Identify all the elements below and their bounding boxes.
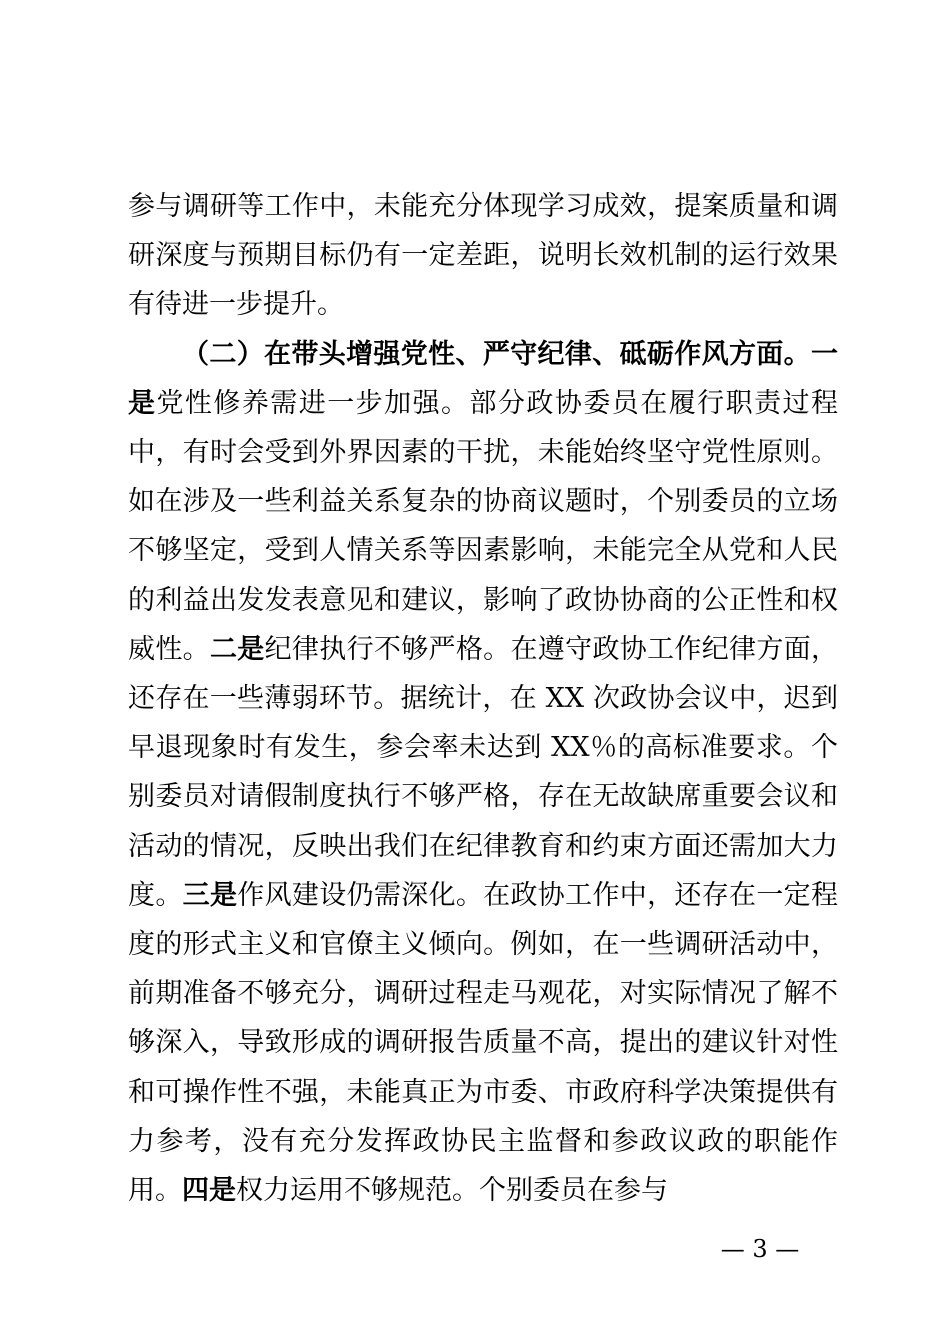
item-text-1: 党性修养需进一步加强。部分政协委员在履行职责过程中，有时会受到外界因素的干扰，未能始终坚守党性原则。如在涉及一些利益关系复杂的协商议题时，个别委员的立场不够坚定，受到人情关系等因素影响，未能完全从党和人民的利益出发发表意见和建议，影响了政协协商的公正性和权威性。 — [128, 387, 839, 665]
paragraph-section-two — [128, 330, 838, 1216]
item-text-4: 权力运用不够规范。个别委员在参与 — [236, 1175, 668, 1207]
item-lead-4: 四是 — [182, 1175, 236, 1207]
item-text-3: 作风建设仍需深化。在政协工作中，还存在一定程度的形式主义和官僚主义倾向。例如，在一些调研活动中，前期准备不够充分，调研过程走马观花，对实际情况了解不够深入，导致形成的调研报告质量不高，提出的建议针对性和可操作性不强，未能真正为市委、市政府科学决策提供有力参考，没有充分发挥政协民主监督和参政议政的职能作用。 — [128, 879, 839, 1207]
item-lead-2: 二是 — [209, 633, 265, 665]
section-heading: （二）在带头增强党性、严守纪律、砥砺作风方面。 — [182, 338, 811, 370]
page-number: — 3 — — [720, 1235, 800, 1263]
item-text-2: 纪律执行不够严格。在遵守政协工作纪律方面，还存在一些薄弱环节。据统计，在 XX 次政协会议中，迟到早退现象时有发生，参会率未达到 XX％的高标准要求。个别委员对请假制度执行不够严格，存在无故缺席重要会议和活动的情况，反映出我们在纪律教育和约束方面还需加大力度。 — [128, 633, 839, 911]
paragraph-continuation: 参与调研等工作中，未能充分体现学习成效，提案质量和调研深度与预期目标仍有一定差距，说明长效机制的运行效果有待进一步提升。 — [128, 191, 838, 321]
document-body — [128, 182, 838, 1215]
item-lead-1: 一是 — [128, 338, 838, 419]
item-lead-3: 三是 — [182, 879, 238, 911]
